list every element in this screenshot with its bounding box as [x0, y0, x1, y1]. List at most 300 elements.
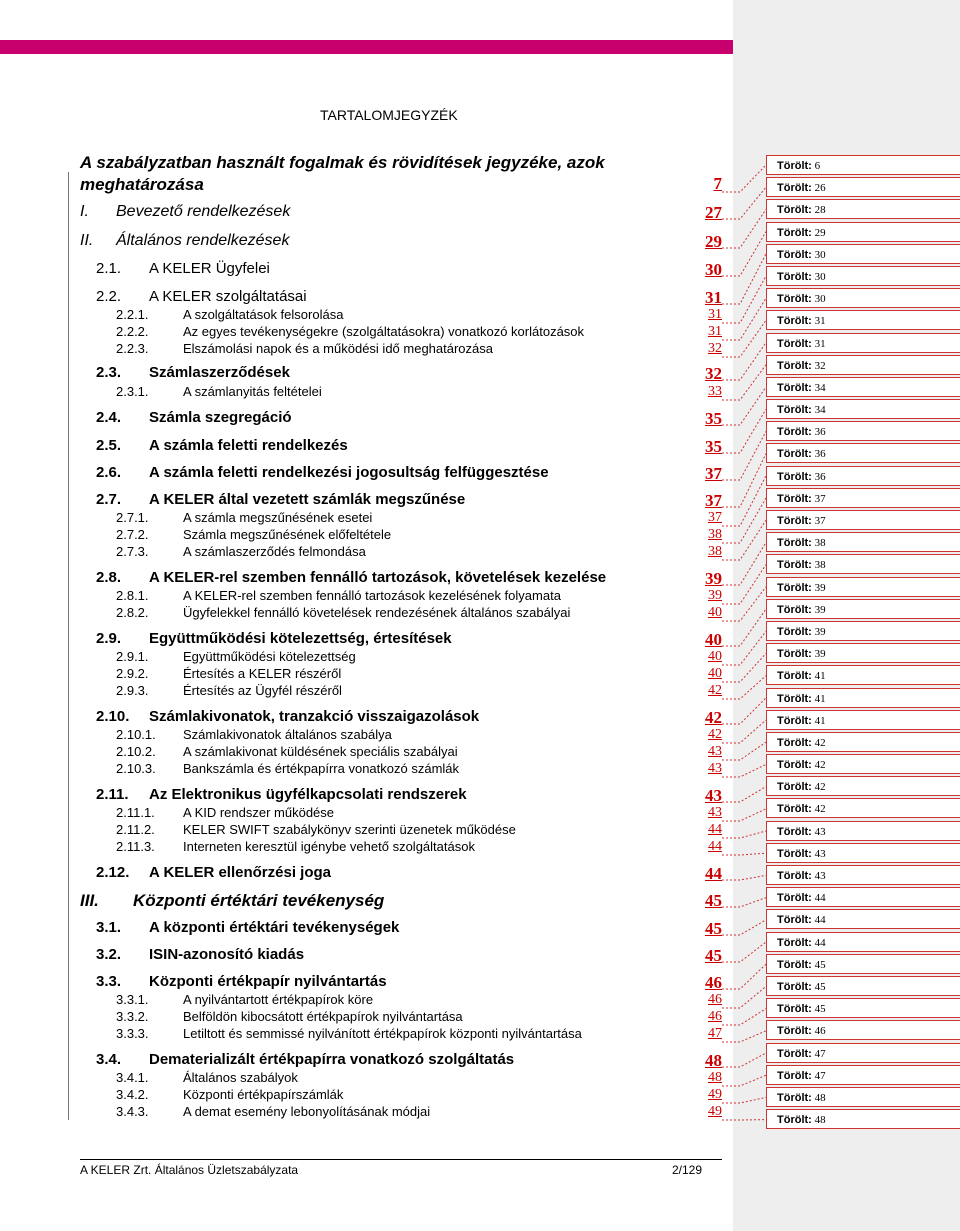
deletion-comment-box [766, 199, 960, 219]
deletion-label: Törölt: [777, 1091, 812, 1104]
toc-entry-text: A demat esemény lebonyolításának módjai [183, 1104, 431, 1119]
deletion-comment-box [766, 599, 960, 619]
toc-entry-text: Számlakivonatok általános szabálya [183, 727, 392, 742]
deletion-label: Törölt: [777, 736, 812, 749]
deletion-comment[interactable] [760, 308, 960, 330]
toc-entry-number: 3.3.1. [116, 992, 149, 1007]
deletion-comment[interactable] [760, 930, 960, 952]
toc-page-link[interactable]: 38 [708, 544, 722, 559]
deletion-comment-box [766, 710, 960, 730]
deletion-comment[interactable] [760, 286, 960, 308]
deletion-comment[interactable] [760, 863, 960, 885]
toc-page-link[interactable]: 45 [705, 919, 722, 938]
deletion-label: Törölt: [777, 714, 812, 727]
deletion-value: 42 [811, 736, 826, 749]
toc-entry-text: A számlakivonat küldésének speciális szabályai [183, 744, 458, 759]
deletion-comment-box [766, 776, 960, 796]
deletion-comment[interactable] [760, 885, 960, 907]
toc-entry-number: 2.10. [96, 708, 130, 725]
deletion-comment[interactable] [760, 508, 960, 530]
toc-page-link[interactable]: 32 [708, 341, 722, 356]
deletion-comment-box [766, 1065, 960, 1085]
deletion-comment-box [766, 1020, 960, 1040]
toc-entry-number: 2.7.3. [116, 544, 149, 559]
deletion-value: 37 [811, 515, 826, 527]
deletion-value: 44 [811, 936, 826, 949]
deletion-value: 48 [811, 1091, 826, 1104]
toc-entry-text: Belföldön kibocsátott értékpapírok nyilvántartása [183, 1009, 463, 1024]
toc-page-link[interactable]: 48 [708, 1070, 722, 1085]
deletion-value: 41 [811, 670, 826, 683]
deletion-comment[interactable] [760, 796, 960, 818]
deletion-label: Törölt: [777, 670, 812, 683]
toc-page-link[interactable]: 37 [708, 510, 722, 525]
deletion-comment-box [766, 554, 960, 574]
deletion-value: 46 [811, 1025, 826, 1038]
toc-entry-number: 2.9.2. [116, 666, 149, 681]
deletion-label: Törölt: [777, 559, 812, 572]
toc-page-link[interactable]: 31 [708, 324, 722, 339]
deletion-comment[interactable] [760, 1041, 960, 1063]
toc-entry-text: Letiltott és semmissé nyilvánított értékpapírok központi nyilvántartása [183, 1026, 582, 1041]
deletion-comment-box [766, 488, 960, 508]
deletion-value: 45 [811, 958, 826, 971]
deletion-value: 30 [811, 248, 826, 261]
toc-entry-number: 2.4. [96, 409, 122, 426]
deletion-comment[interactable] [760, 819, 960, 841]
toc-page-link[interactable]: 46 [708, 1009, 722, 1024]
toc-page-link[interactable]: 35 [705, 409, 722, 428]
toc-page-link[interactable]: 38 [708, 527, 722, 542]
deletion-value: 6 [811, 160, 821, 172]
deletion-comment[interactable] [760, 264, 960, 286]
deletion-comment[interactable] [760, 996, 960, 1018]
deletion-label: Törölt: [777, 1025, 812, 1038]
deletion-value: 45 [811, 1003, 826, 1016]
toc-entry-number: 2.7. [96, 491, 122, 508]
deletion-label: Törölt: [777, 381, 812, 394]
deletion-comment[interactable] [760, 1107, 960, 1129]
toc-entry-text: KELER SWIFT szabálykönyv szerinti üzenetek működése [183, 822, 516, 837]
toc-entry-number: 3.2. [96, 946, 122, 963]
toc-page-link[interactable]: 37 [705, 491, 722, 510]
deletion-value: 39 [811, 581, 826, 594]
toc-entry-number: 2.1. [96, 260, 122, 277]
toc-entry-number: 2.7.1. [116, 510, 149, 525]
deletion-label: Törölt: [777, 204, 812, 217]
toc-page-link[interactable]: 43 [708, 761, 722, 776]
deletion-comment[interactable] [760, 153, 960, 175]
deletion-label: Törölt: [777, 1003, 812, 1016]
deletion-label: Törölt: [777, 648, 812, 661]
deletion-label: Törölt: [777, 825, 812, 838]
deletion-label: Törölt: [777, 980, 812, 993]
deletion-comment[interactable] [760, 575, 960, 597]
deletion-comment[interactable] [760, 708, 960, 730]
toc-entry-text: Interneten keresztül igénybe vehető szolgáltatások [183, 839, 475, 854]
deletion-comment-box [766, 155, 960, 175]
deletion-comment[interactable] [760, 752, 960, 774]
deletion-label: Törölt: [777, 692, 812, 705]
deletion-label: Törölt: [777, 270, 812, 283]
toc-entry-text: Értesítés a KELER részéről [183, 666, 342, 681]
toc-entry-text: Számla szegregáció [149, 409, 292, 426]
deletion-comment-box [766, 998, 960, 1018]
deletion-value: 29 [811, 226, 826, 239]
toc-entry-text: Központi értékpapír nyilvántartás [149, 973, 387, 990]
toc-entry-text: A KELER Ügyfelei [149, 260, 270, 277]
toc-page-link[interactable]: 40 [708, 666, 722, 681]
toc-entry-text: Dematerializált értékpapírra vonatkozó szolgáltatás [149, 1051, 515, 1068]
deletion-label: Törölt: [777, 803, 812, 816]
deletion-value: 30 [811, 293, 826, 306]
deletion-value: 34 [811, 381, 826, 394]
deletion-comment-box [766, 310, 960, 330]
toc-page-link[interactable]: 32 [705, 364, 722, 383]
toc-entry-text: A KELER ellenőrzési joga [149, 864, 331, 881]
toc-page-link[interactable]: 27 [705, 203, 722, 222]
toc-entry-number: 3.4.3. [116, 1104, 149, 1119]
deletion-comment-box [766, 621, 960, 641]
header-accent-bar [0, 40, 733, 54]
deletion-comment[interactable] [760, 464, 960, 486]
deletion-comment-box [766, 399, 960, 419]
toc-page-link[interactable]: 31 [705, 288, 722, 307]
toc-entry-number: 3.3.2. [116, 1009, 149, 1024]
deletion-comment-box [766, 532, 960, 552]
deletion-label: Törölt: [777, 892, 812, 905]
toc-entry-number: 2.10.3. [116, 761, 156, 776]
toc-page-link[interactable]: 39 [708, 588, 722, 603]
deletion-value: 43 [811, 870, 826, 882]
toc-entry-text: Számlaszerződések [149, 364, 290, 381]
deletion-comment-box [766, 665, 960, 685]
toc-entry-number: 2.9. [96, 630, 122, 647]
deletion-comment[interactable] [760, 641, 960, 663]
toc-entry-number: I. [80, 203, 89, 220]
deletion-comment[interactable] [760, 397, 960, 419]
toc-entry-number: 2.10.1. [116, 727, 156, 742]
deletion-value: 32 [811, 359, 826, 372]
toc-entry-number: 3.1. [96, 919, 122, 936]
deletion-value: 44 [811, 914, 826, 927]
toc-page-link[interactable]: 48 [705, 1051, 722, 1070]
deletion-value: 48 [811, 1114, 826, 1127]
deletion-comment-box [766, 1043, 960, 1063]
deletion-value: 45 [811, 980, 826, 993]
deletion-comment[interactable] [760, 353, 960, 375]
toc-entry-number: 3.3. [96, 973, 122, 990]
toc-entry-text: A számla feletti rendelkezés [149, 437, 348, 454]
toc-entry-number: 2.11.2. [116, 822, 155, 837]
deletion-label: Törölt: [777, 337, 812, 350]
toc-entry-text: A számla feletti rendelkezési jogosultság felfüggesztése [149, 464, 549, 481]
deletion-label: Törölt: [777, 847, 812, 860]
deletion-comment[interactable] [760, 486, 960, 508]
deletion-value: 43 [811, 825, 826, 838]
toc-entry-number: 2.8. [96, 569, 122, 586]
deletion-value: 38 [811, 559, 826, 572]
deletion-label: Törölt: [777, 160, 812, 172]
deletion-comment-box [766, 798, 960, 818]
toc-entry-number: 2.7.2. [116, 527, 149, 542]
deletion-label: Törölt: [777, 537, 812, 550]
toc-entry-number: 2.9.3. [116, 683, 149, 698]
deletion-value: 34 [811, 404, 826, 417]
deletion-comment-box [766, 443, 960, 463]
deletion-comment[interactable] [760, 974, 960, 996]
toc-entry-number: 3.4.2. [116, 1087, 149, 1102]
deletion-comment[interactable] [760, 220, 960, 242]
deletion-label: Törölt: [777, 293, 812, 306]
deletion-value: 43 [811, 847, 826, 860]
toc-page-link[interactable]: 42 [708, 727, 722, 742]
deletion-comment-box [766, 976, 960, 996]
deletion-value: 26 [811, 182, 826, 195]
deletion-comment-box [766, 466, 960, 486]
toc-page-link[interactable]: 40 [708, 605, 722, 620]
toc-entry-text: A számlanyitás feltételei [183, 384, 322, 399]
deletion-comment-box [766, 288, 960, 308]
toc-entry-text: Számlakivonatok, tranzakció visszaigazolások [149, 708, 480, 725]
deletion-label: Törölt: [777, 448, 812, 461]
toc-entry-text: Értesítés az Ügyfél részéről [183, 683, 342, 698]
deletion-comment-box [766, 510, 960, 530]
toc-entry-number: 2.11.1. [116, 805, 155, 820]
deletion-comment-box [766, 355, 960, 375]
toc-entry-text: A szabályzatban használt fogalmak és rövidítések jegyzéke, azok [80, 153, 605, 172]
toc-page-link[interactable]: 49 [708, 1104, 722, 1119]
toc-page-link[interactable]: 42 [705, 708, 722, 727]
toc-entry-number: 2.11. [96, 786, 129, 803]
deletion-label: Törölt: [777, 1069, 812, 1082]
toc-entry-number: 2.10.2. [116, 744, 156, 759]
deletion-comment[interactable] [760, 774, 960, 796]
toc-page-link[interactable]: 35 [705, 437, 722, 456]
deletion-comment-box [766, 843, 960, 863]
toc-entry-text: Számla megszűnésének előfeltétele [183, 527, 392, 542]
toc-entry-text: Központi értéktári tevékenység [133, 891, 385, 910]
toc-entry-number: 2.3.1. [116, 384, 149, 399]
deletion-value: 30 [811, 270, 826, 283]
toc-page-link[interactable]: 7 [713, 174, 722, 193]
toc-entry-text: Bankszámla és értékpapírra vonatkozó számlák [183, 761, 460, 776]
toc-page-link[interactable]: 37 [705, 464, 722, 483]
deletion-value: 31 [811, 337, 826, 350]
toc-page-link[interactable]: 46 [708, 992, 722, 1007]
deletion-value: 47 [811, 1047, 826, 1060]
deletion-label: Törölt: [777, 315, 812, 328]
deletion-comment[interactable] [760, 552, 960, 574]
toc-entry-text: A nyilvántartott értékpapírok köre [183, 992, 374, 1007]
deletion-comment-box [766, 244, 960, 264]
toc-entry-number: 2.8.1. [116, 588, 149, 603]
deletion-comment[interactable] [760, 597, 960, 619]
deletion-label: Törölt: [777, 958, 812, 971]
toc-entry-text: A KELER-rel szemben fennálló tartozások kezelésének folyamata [183, 588, 561, 603]
deletion-value: 36 [811, 470, 826, 483]
deletion-comment[interactable] [760, 375, 960, 397]
deletion-comment-box [766, 377, 960, 397]
toc-entry-number: 3.4. [96, 1051, 122, 1068]
deletion-comment-box [766, 954, 960, 974]
deletion-value: 38 [811, 537, 826, 550]
deletion-label: Törölt: [777, 936, 812, 949]
toc-entry-text: Központi értékpapírszámlák [183, 1087, 344, 1102]
toc-entry-number: 3.3.3. [116, 1026, 149, 1041]
deletion-value: 41 [811, 692, 826, 705]
toc-page-link[interactable]: 45 [705, 891, 722, 910]
toc-entry-text: Elszámolási napok és a működési idő meghatározása [183, 341, 494, 356]
toc-entry-number: II. [80, 232, 94, 249]
toc-entry-text: A központi értéktári tevékenységek [149, 919, 400, 936]
comment-balloons [760, 153, 960, 1129]
toc-entry-number: 2.9.1. [116, 649, 149, 664]
toc-page-link[interactable]: 49 [708, 1087, 722, 1102]
deletion-value: 39 [811, 648, 826, 661]
deletion-value: 37 [811, 492, 826, 505]
deletion-comment[interactable] [760, 952, 960, 974]
toc-entry-number: III. [80, 891, 99, 910]
deletion-comment[interactable] [760, 663, 960, 685]
toc-page-link[interactable]: 31 [708, 307, 722, 322]
toc-page-link[interactable]: 40 [705, 630, 722, 649]
deletion-label: Törölt: [777, 1114, 812, 1127]
deletion-value: 36 [811, 426, 826, 439]
toc-page-link[interactable]: 42 [708, 683, 722, 698]
toc-page-link[interactable]: 45 [705, 946, 722, 965]
toc-entry-number: 2.11.3. [116, 839, 155, 854]
toc-page-link[interactable]: 47 [708, 1026, 722, 1041]
deletion-value: 42 [811, 781, 826, 794]
toc-entry-number: 2.2.2. [116, 324, 149, 339]
deletion-comment[interactable] [760, 419, 960, 441]
toc-entry-text: ISIN-azonosító kiadás [149, 946, 305, 963]
deletion-comment-box [766, 887, 960, 907]
deletion-comment[interactable] [760, 530, 960, 552]
deletion-label: Törölt: [777, 359, 812, 372]
toc-entry-text: Az Elektronikus ügyfélkapcsolati rendszerek [149, 786, 467, 803]
toc-entry-text: Az egyes tevékenységekre (szolgáltatásokra) vonatkozó korlátozások [183, 324, 585, 339]
toc-entry-text: A számla megszűnésének esetei [183, 510, 373, 525]
deletion-comment[interactable] [760, 730, 960, 752]
toc-entry-number: 2.2.3. [116, 341, 149, 356]
toc-page-link[interactable]: 44 [708, 839, 722, 854]
deletion-value: 47 [811, 1069, 826, 1082]
deletion-label: Törölt: [777, 1047, 812, 1060]
toc-entry-text: A KID rendszer működése [183, 805, 335, 820]
deletion-comment[interactable] [760, 686, 960, 708]
deletion-label: Törölt: [777, 248, 812, 261]
deletion-value: 39 [811, 625, 826, 638]
deletion-comment-box [766, 821, 960, 841]
footer-title: A KELER Zrt. Általános Üzletszabályzata [80, 1163, 299, 1177]
toc-page-link[interactable]: 39 [705, 569, 722, 588]
toc-page-link[interactable]: 33 [708, 384, 722, 399]
deletion-comment[interactable] [760, 242, 960, 264]
deletion-comment-box [766, 932, 960, 952]
toc-entry-number: 2.5. [96, 437, 122, 454]
deletion-comment[interactable] [760, 907, 960, 929]
deletion-comment-box [766, 643, 960, 663]
deletion-label: Törölt: [777, 182, 812, 195]
deletion-value: 31 [811, 315, 826, 328]
deletion-comment[interactable] [760, 619, 960, 641]
toc-entry-text-continued: meghatározása [80, 175, 204, 194]
deletion-comment[interactable] [760, 1085, 960, 1107]
deletion-label: Törölt: [777, 603, 812, 616]
deletion-label: Törölt: [777, 226, 812, 239]
toc-entry-number: 3.4.1. [116, 1070, 149, 1085]
toc-entry-number: 2.2.1. [116, 307, 149, 322]
deletion-comment-box [766, 266, 960, 286]
page-number: 2/129 [672, 1163, 703, 1177]
deletion-comment[interactable] [760, 175, 960, 197]
deletion-comment-box [766, 177, 960, 197]
toc-page-link[interactable]: 43 [708, 805, 722, 820]
deletion-comment[interactable] [760, 441, 960, 463]
deletion-label: Törölt: [777, 404, 812, 417]
toc-entry-number: 2.2. [96, 288, 122, 305]
deletion-comment-box [766, 754, 960, 774]
deletion-label: Törölt: [777, 426, 812, 439]
toc-entry-number: 2.3. [96, 364, 122, 381]
toc-page-link[interactable]: 44 [708, 822, 722, 837]
deletion-comment[interactable] [760, 197, 960, 219]
toc-page-link[interactable]: 43 [705, 786, 722, 805]
deletion-comment[interactable] [760, 331, 960, 353]
page-title: TARTALOMJEGYZÉK [320, 107, 458, 123]
deletion-comment-box [766, 1087, 960, 1107]
deletion-value: 39 [811, 603, 826, 616]
toc-page-link[interactable]: 43 [708, 744, 722, 759]
deletion-value: 41 [811, 714, 826, 727]
deletion-comment-box [766, 732, 960, 752]
deletion-comment-box [766, 865, 960, 885]
deletion-comment-box [766, 909, 960, 929]
toc-entry-text: A KELER-rel szemben fennálló tartozások, követelések kezelése [149, 569, 607, 586]
deletion-comment[interactable] [760, 1063, 960, 1085]
change-bar [68, 172, 69, 1120]
toc-page-link[interactable]: 29 [705, 232, 722, 251]
toc-entry-text: Általános szabályok [183, 1070, 298, 1085]
toc-page-link[interactable]: 44 [705, 864, 722, 883]
toc-page-link[interactable]: 46 [705, 973, 722, 992]
deletion-comment-box [766, 222, 960, 242]
toc-page-link[interactable]: 30 [705, 260, 722, 279]
toc-entry-number: 2.12. [96, 864, 130, 881]
deletion-comment[interactable] [760, 841, 960, 863]
toc-entry-text: A KELER által vezetett számlák megszűnése [149, 491, 466, 508]
toc-entry-text: A számlaszerződés felmondása [183, 544, 366, 559]
deletion-label: Törölt: [777, 492, 812, 505]
toc-page-link[interactable]: 40 [708, 649, 722, 664]
toc-entry-text: Általános rendelkezések [116, 232, 290, 249]
toc-entry-number: 2.8.2. [116, 605, 149, 620]
toc-entry-text: A szolgáltatások felsorolása [183, 307, 344, 322]
deletion-value: 44 [811, 892, 826, 905]
deletion-comment-box [766, 688, 960, 708]
deletion-comment-box [766, 577, 960, 597]
deletion-value: 42 [811, 803, 826, 816]
toc-entry-text: Ügyfelekkel fennálló követelések rendezésének általános szabályai [183, 605, 571, 620]
deletion-label: Törölt: [777, 870, 812, 882]
deletion-comment-box [766, 421, 960, 441]
deletion-comment[interactable] [760, 1018, 960, 1040]
deletion-label: Törölt: [777, 470, 812, 483]
toc-entry-text: A KELER szolgáltatásai [149, 288, 307, 305]
toc-entry-number: 2.6. [96, 464, 122, 481]
